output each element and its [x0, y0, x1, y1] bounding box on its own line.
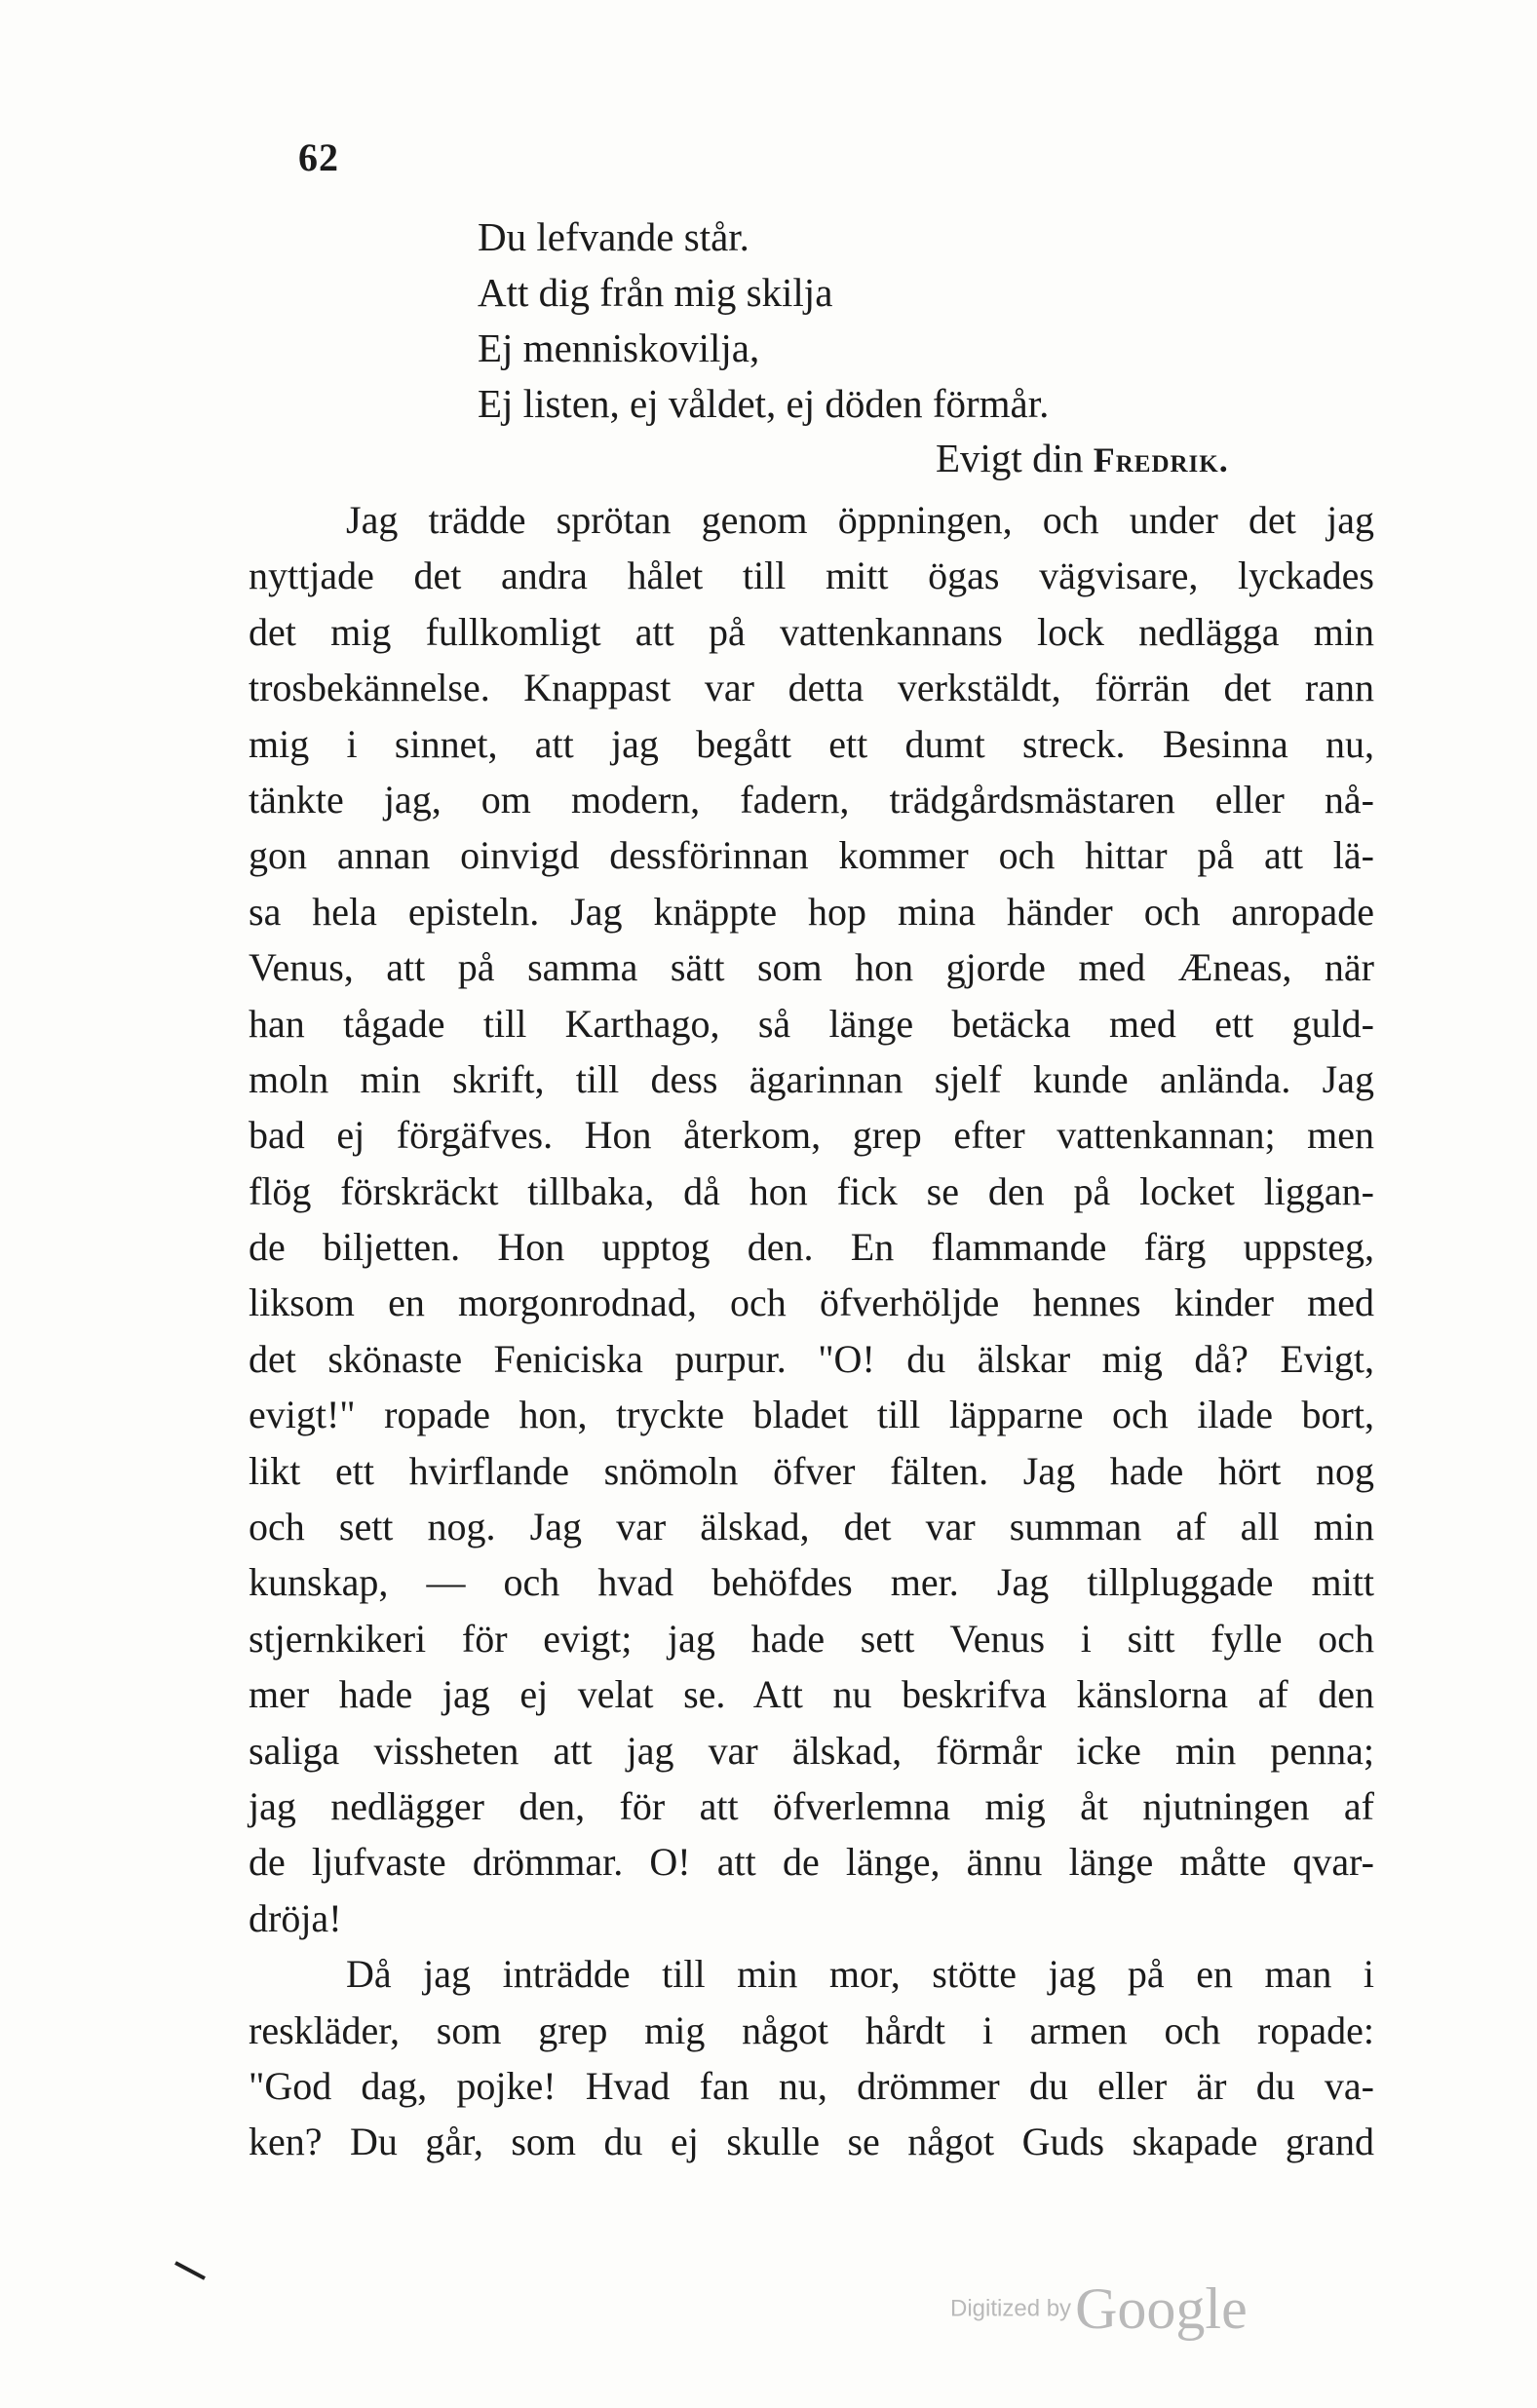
text-line: gon annan oinvigd dessförinnan kommer och hittar på att lä- — [249, 833, 1374, 878]
verse-line: Du lefvande står. — [478, 214, 749, 259]
text-line: han tågade till Karthago, så länge betäcka med ett guld- — [249, 1001, 1374, 1046]
poem-verse — [478, 210, 1355, 432]
text-line: Jag trädde sprötan genom öppningen, och under det jag — [346, 498, 1374, 542]
text-line: evigt!" ropade hon, tryckte bladet till läpparne och ilade bort, — [249, 1393, 1374, 1437]
verse-line: Att dig från mig skilja — [478, 270, 833, 315]
text-line: det mig fullkomligt att på vattenkannans lock nedlägga min — [249, 609, 1374, 654]
body-text — [249, 492, 1374, 2170]
digitization-watermark — [950, 2275, 1248, 2343]
text-line: de biljetten. Hon upptog den. En flammande färg uppsteg, — [249, 1225, 1374, 1270]
text-line: Venus, att på samma sätt som hon gjorde med Æneas, när — [249, 945, 1374, 990]
text-line: tänkte jag, om modern, fadern, trädgårdsmästaren eller nå- — [249, 777, 1374, 822]
verse-line: Ej menniskovilja, — [478, 325, 760, 370]
signature-name: Fredrik. — [1093, 440, 1229, 479]
text-line: likt ett hvirflande snömoln öfver fälten. Jag hade hört nog — [249, 1448, 1374, 1493]
text-line: bad ej förgäfves. Hon återkom, grep efter vattenkannan; men — [249, 1113, 1374, 1158]
text-line: mer hade jag ej velat se. Att nu beskrifva känslorna af den — [249, 1672, 1374, 1717]
page-number: 62 — [298, 135, 339, 179]
ink-mark — [174, 2261, 206, 2279]
text-line: de ljufvaste drömmar. O! att de länge, ännu länge måtte qvar- — [249, 1840, 1374, 1885]
text-line: ken? Du går, som du ej skulle se något Guds skapade grand — [249, 2120, 1374, 2164]
text-line: reskläder, som grep mig något hårdt i armen och ropade: — [249, 2007, 1374, 2052]
text-line: moln min skrift, till dess ägarinnan sjelf kunde anlända. Jag — [249, 1056, 1374, 1101]
text-line: flög förskräckt tillbaka, då hon fick se den på locket liggan- — [249, 1168, 1374, 1213]
watermark-logo: Google — [1075, 2276, 1248, 2341]
text-line: och sett nog. Jag var älskad, det var summan af all min — [249, 1505, 1374, 1549]
text-line: jag nedlägger den, för att öfverlemna mig åt njutningen af — [249, 1783, 1374, 1828]
text-line: mig i sinnet, att jag begått ett dumt streck. Besinna nu, — [249, 721, 1374, 766]
text-line: "God dag, pojke! Hvad fan nu, drömmer du eller är du va- — [249, 2063, 1374, 2108]
signature-prefix: Evigt din — [936, 436, 1094, 480]
text-line: stjernkikeri för evigt; jag hade sett Venus i sitt fylle och — [249, 1616, 1374, 1661]
text-line: det skönaste Feniciska purpur. "O! du älskar mig då? Evigt, — [249, 1336, 1374, 1381]
text-line: dröja! — [249, 1895, 342, 1940]
watermark-prefix: Digitized by — [950, 2295, 1072, 2322]
text-line: Då jag inträdde till min mor, stötte jag på en man i — [346, 1952, 1374, 1997]
text-line: sa hela episteln. Jag knäppte hop mina händer och anropade — [249, 889, 1374, 934]
text-line: trosbekännelse. Knappast var detta verkstäldt, förrän det rann — [249, 666, 1374, 710]
text-line: kunskap, — och hvad behöfdes mer. Jag tillpluggade mitt — [249, 1560, 1374, 1605]
text-line: liksom en morgonrodnad, och öfverhöljde hennes kinder med — [249, 1280, 1374, 1325]
text-line: nyttjade det andra hålet till mitt ögas vägvisare, lyckades — [249, 554, 1374, 598]
text-line: saliga vissheten att jag var älskad, förmår icke min penna; — [249, 1728, 1374, 1773]
letter-signature — [936, 431, 1229, 488]
verse-line: Ej listen, ej våldet, ej döden förmår. — [478, 381, 1050, 426]
